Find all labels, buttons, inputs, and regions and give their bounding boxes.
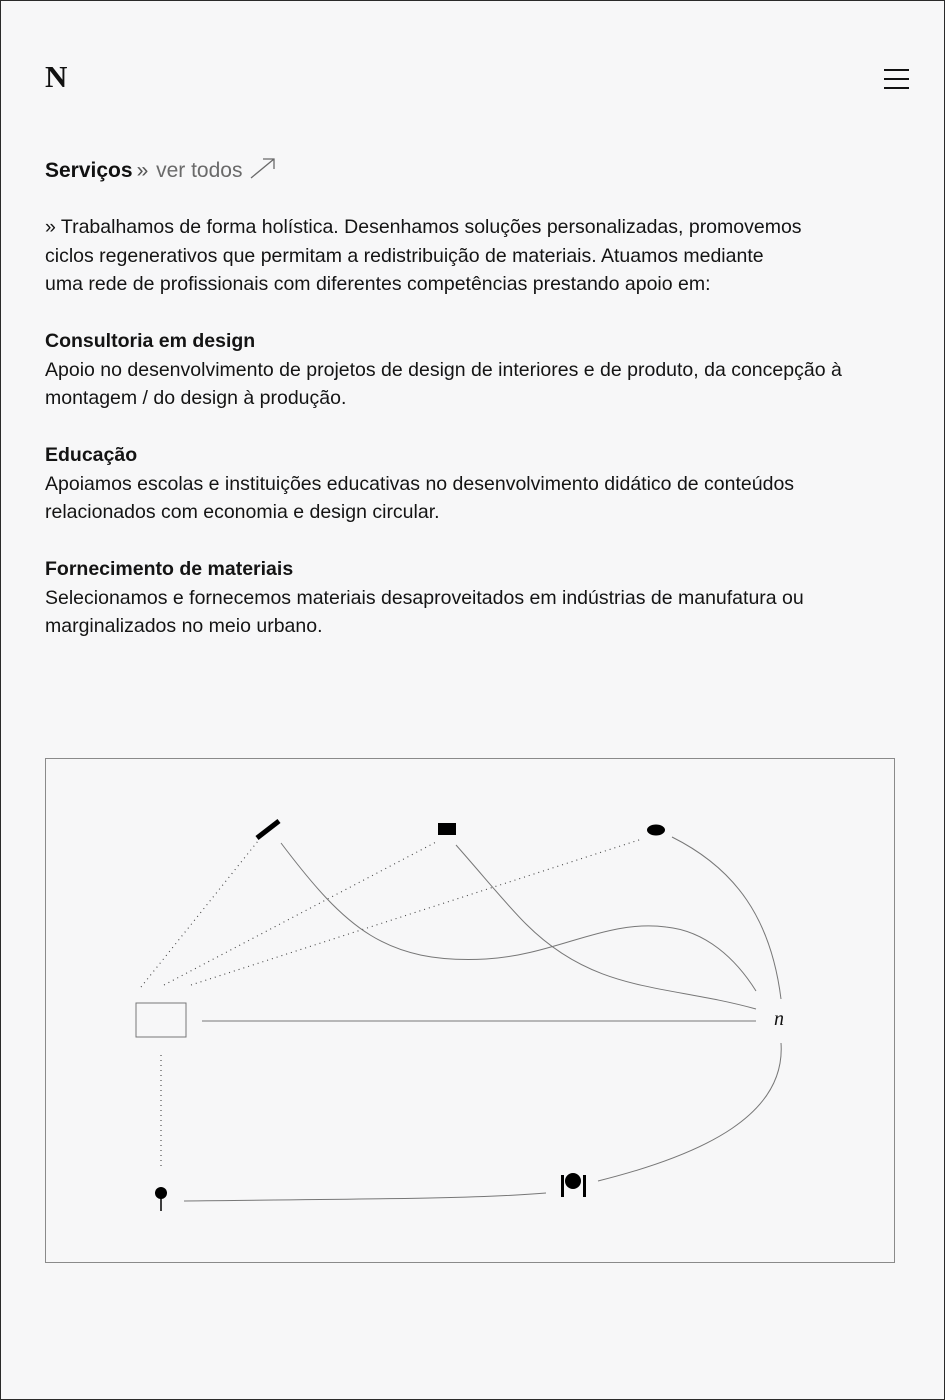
hamburger-menu-icon[interactable] <box>884 69 910 91</box>
dotted-link <box>191 839 642 985</box>
dotted-link <box>164 841 438 985</box>
services-heading <box>45 156 276 188</box>
menu-line <box>884 78 909 80</box>
service-item <box>45 441 905 527</box>
service-item <box>45 327 905 413</box>
dotted-link <box>141 841 258 987</box>
services-intro: » Trabalhamos de forma holística. Desenhamos soluções personalizadas, promovemos ciclos regenerativos que permitam a redistribuição de materiais. Atuamos mediante uma rede de profissionais com diferentes competências prestando apoio em: <box>45 216 802 295</box>
figure-icon <box>561 1173 586 1197</box>
service-title: Fornecimento de materiais <box>45 558 294 580</box>
menu-line <box>884 69 909 71</box>
logo[interactable]: N <box>45 59 67 94</box>
n-letter-node: n <box>774 1008 784 1030</box>
menu-line <box>884 87 909 89</box>
curve-link <box>184 1193 546 1201</box>
network-diagram <box>45 758 895 1263</box>
service-item <box>45 555 905 641</box>
service-description: Apoio no desenvolvimento de projetos de design de interiores e de produto, da concepção à montagem / do design à produção. <box>45 358 842 409</box>
breadcrumb-separator: » <box>136 159 149 182</box>
curve-link <box>281 843 756 991</box>
view-all-link[interactable] <box>156 159 276 182</box>
ellipse-icon <box>647 825 665 836</box>
arrow-up-right-icon <box>250 157 276 188</box>
slash-icon <box>257 821 279 838</box>
rectangle-outline-icon <box>136 1003 186 1037</box>
curve-link <box>456 845 756 1009</box>
service-title: Educação <box>45 444 138 466</box>
services-content <box>45 213 905 641</box>
service-title: Consultoria em design <box>45 330 256 352</box>
pin-icon <box>155 1187 167 1211</box>
service-description: Apoiamos escolas e instituições educativas no desenvolvimento didático de conteúdos relacionados com economia e design circular. <box>45 472 795 523</box>
curve-link <box>672 837 781 999</box>
services-title: Serviços <box>45 159 133 182</box>
service-description: Selecionamos e fornecemos materiais desaproveitados em indústrias de manufatura ou marginalizados no meio urbano. <box>45 586 804 637</box>
network-diagram-svg <box>46 759 894 1262</box>
view-all-label: ver todos <box>156 159 243 182</box>
curve-link <box>598 1043 781 1181</box>
small-rectangle-icon <box>438 823 456 835</box>
